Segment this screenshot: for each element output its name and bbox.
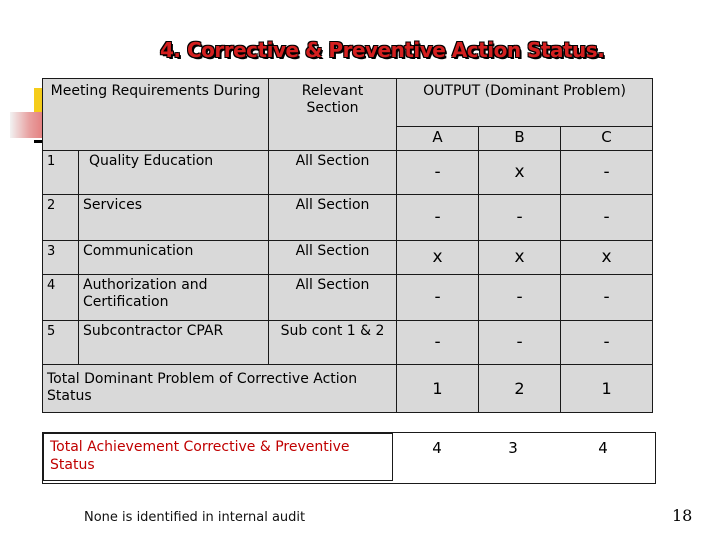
row-section: All Section [269, 241, 397, 275]
row-number: 2 [43, 195, 79, 241]
column-header-b: B [479, 127, 561, 151]
achievement-value-c: 4 [598, 439, 608, 457]
column-header-c: C [561, 127, 653, 151]
row-requirement: Authorization and Certification [79, 275, 269, 321]
row-mark-c: - [561, 151, 653, 195]
row-section: All Section [269, 151, 397, 195]
header-section-text: Relevant Section [301, 83, 364, 116]
row-requirement: Quality Education [79, 151, 269, 195]
row-mark-a: - [397, 151, 479, 195]
row-mark-a: x [397, 241, 479, 275]
achievement-box [42, 432, 656, 484]
achievement-label: Total Achievement Corrective & Preventive Status [43, 433, 393, 481]
footnote: None is identified in internal audit [84, 510, 306, 525]
table-header-row [43, 79, 653, 127]
row-requirement: Subcontractor CPAR [79, 321, 269, 365]
row-mark-b: - [479, 321, 561, 365]
row-mark-c: - [561, 321, 653, 365]
total-value-c: 1 [561, 365, 653, 413]
slide-title: 4. Corrective & Preventive Action Status. [160, 38, 605, 62]
corrective-action-status-table [42, 78, 653, 413]
row-mark-a: - [397, 321, 479, 365]
row-mark-b: - [479, 275, 561, 321]
table-row [43, 195, 653, 241]
row-mark-c: - [561, 275, 653, 321]
row-requirement: Services [79, 195, 269, 241]
total-value-a: 1 [397, 365, 479, 413]
table-row [43, 275, 653, 321]
row-mark-a: - [397, 195, 479, 241]
total-row [43, 365, 653, 413]
row-section: All Section [269, 195, 397, 241]
header-section [269, 79, 397, 151]
row-mark-b: - [479, 195, 561, 241]
table-row [43, 241, 653, 275]
table-row [43, 321, 653, 365]
column-header-a: A [397, 127, 479, 151]
total-label: Total Dominant Problem of Corrective Action Status [43, 365, 397, 413]
row-section: Sub cont 1 & 2 [269, 321, 397, 365]
achievement-value-a: 4 [432, 439, 442, 457]
row-requirement: Communication [79, 241, 269, 275]
row-mark-b: x [479, 241, 561, 275]
row-mark-c: x [561, 241, 653, 275]
table-row [43, 151, 653, 195]
row-mark-b: x [479, 151, 561, 195]
total-value-b: 2 [479, 365, 561, 413]
row-number: 1 [43, 151, 79, 195]
achievement-value-b: 3 [508, 439, 518, 457]
header-output: OUTPUT (Dominant Problem) [397, 79, 653, 127]
row-mark-c: - [561, 195, 653, 241]
page-number: 18 [672, 506, 693, 525]
row-mark-a: - [397, 275, 479, 321]
row-section: All Section [269, 275, 397, 321]
header-requirement: Meeting Requirements During [43, 79, 269, 151]
row-number: 3 [43, 241, 79, 275]
row-number: 4 [43, 275, 79, 321]
row-number: 5 [43, 321, 79, 365]
